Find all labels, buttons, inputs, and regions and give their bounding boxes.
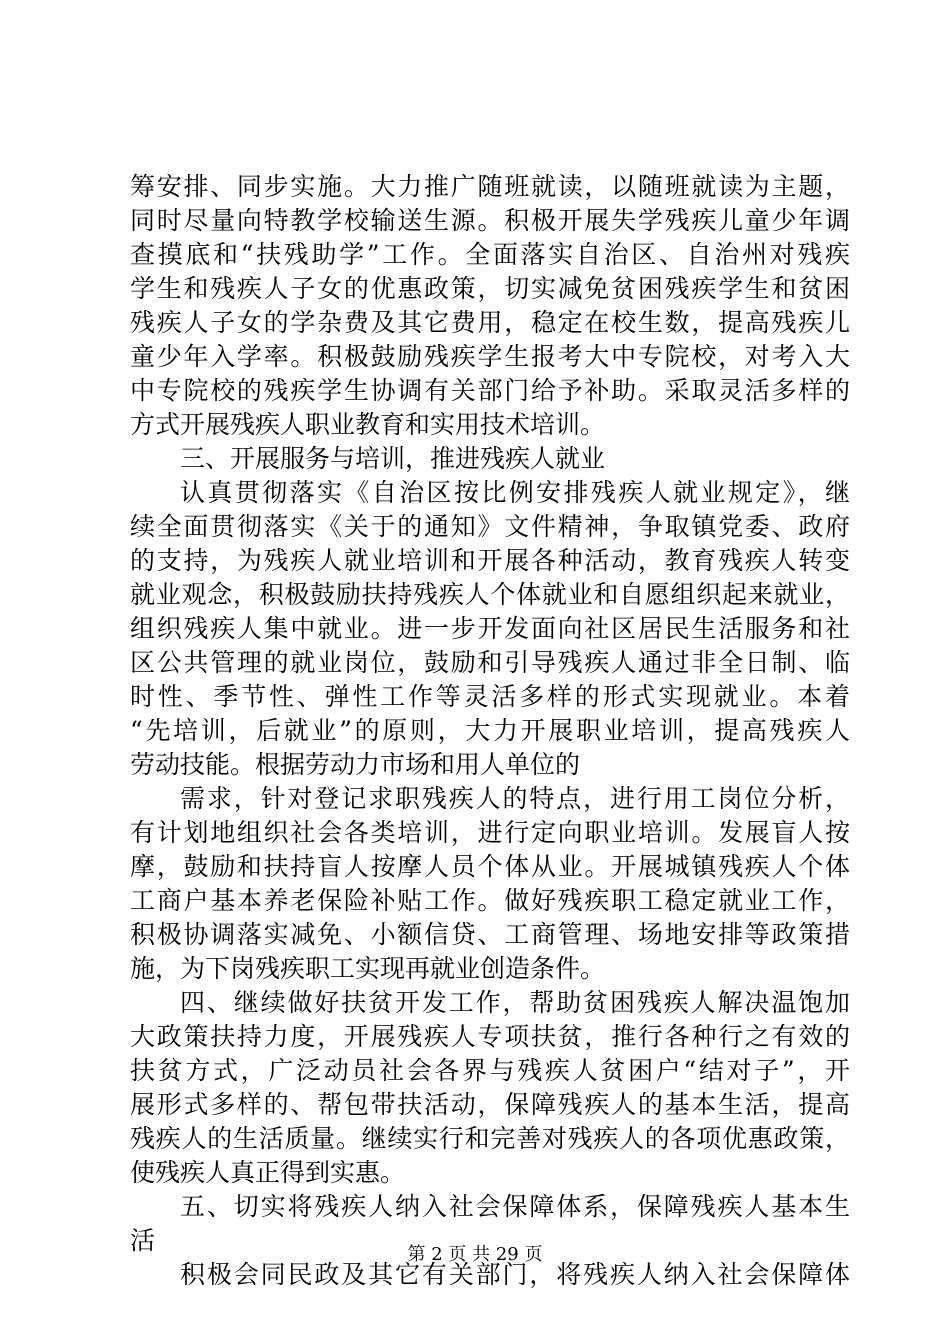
text-line: 有计划地组织社会各类培训，进行定向职业培训。发展盲人按 — [130, 818, 850, 847]
text-line: 工商户基本养老保险补贴工作。做好残疾职工稳定就业工作， — [130, 886, 850, 915]
text-line: 残疾人的生活质量。继续实行和完善对残疾人的各项优惠政策， — [130, 1124, 850, 1153]
text-line: 区公共管理的就业岗位，鼓励和引导残疾人通过非全日制、临 — [130, 648, 850, 677]
text-line: 续全面贯彻落实《关于的通知》文件精神，争取镇党委、政府 — [130, 512, 850, 541]
text-line: 残疾人子女的学杂费及其它费用，稳定在校生数，提高残疾儿 — [130, 308, 850, 337]
text-line: 展形式多样的、帮包带扶活动，保障残疾人的基本生活，提高 — [130, 1090, 850, 1119]
text-line: 时性、季节性、弹性工作等灵活多样的形式实现就业。本着 — [130, 682, 850, 711]
text-line: 筹安排、同步实施。大力推广随班就读，以随班就读为主题， — [130, 172, 850, 201]
text-line: 积极会同民政及其它有关部门，将残疾人纳入社会保障体 — [180, 1260, 850, 1289]
text-line: 需求，针对登记求职残疾人的特点，进行用工岗位分析， — [180, 784, 850, 813]
text-line: 扶贫方式，广泛动员社会各界与残疾人贫困户“结对子”，开 — [130, 1056, 850, 1085]
text-line: 方式开展残疾人职业教育和实用技术培训。 — [130, 410, 606, 439]
page-footer: 第 2 页 共 29 页 — [407, 1244, 543, 1265]
text-line: 五、切实将残疾人纳入社会保障体系，保障残疾人基本生 — [180, 1192, 850, 1221]
text-line: 组织残疾人集中就业。进一步开发面向社区居民生活服务和社 — [130, 614, 850, 643]
text-line: 查摸底和“扶残助学”工作。全面落实自治区、自治州对残疾 — [130, 240, 850, 269]
text-line: 认真贯彻落实《自治区按比例安排残疾人就业规定》，继 — [180, 478, 850, 507]
text-line: “先培训，后就业”的原则，大力开展职业培训，提高残疾人 — [130, 716, 850, 745]
text-line: 使残疾人真正得到实惠。 — [130, 1158, 406, 1187]
text-line: 中专院校的残疾学生协调有关部门给予补助。采取灵活多样的 — [130, 376, 850, 405]
text-line: 摩，鼓励和扶持盲人按摩人员个体从业。开展城镇残疾人个体 — [130, 852, 850, 881]
text-line: 劳动技能。根据劳动力市场和用人单位的 — [130, 750, 581, 779]
text-line: 积极协调落实减免、小额信贷、工商管理、场地安排等政策措 — [130, 920, 850, 949]
text-line: 三、开展服务与培训，推进残疾人就业 — [180, 444, 606, 473]
text-line: 大政策扶持力度，开展残疾人专项扶贫，推行各种行之有效的 — [130, 1022, 850, 1051]
text-line: 施，为下岗残疾职工实现再就业创造条件。 — [130, 954, 606, 983]
text-line: 学生和残疾人子女的优惠政策，切实减免贫困残疾学生和贫困 — [130, 274, 850, 303]
document-body — [130, 170, 850, 1292]
text-line: 活 — [130, 1226, 156, 1255]
text-line: 的支持，为残疾人就业培训和开展各种活动，教育残疾人转变 — [130, 546, 850, 575]
text-line: 同时尽量向特教学校输送生源。积极开展失学残疾儿童少年调 — [130, 206, 850, 235]
text-line: 童少年入学率。积极鼓励残疾学生报考大中专院校，对考入大 — [130, 342, 850, 371]
text-line: 四、继续做好扶贫开发工作，帮助贫困残疾人解决温饱加 — [180, 988, 850, 1017]
text-line: 就业观念，积极鼓励扶持残疾人个体就业和自愿组织起来就业， — [130, 580, 850, 609]
